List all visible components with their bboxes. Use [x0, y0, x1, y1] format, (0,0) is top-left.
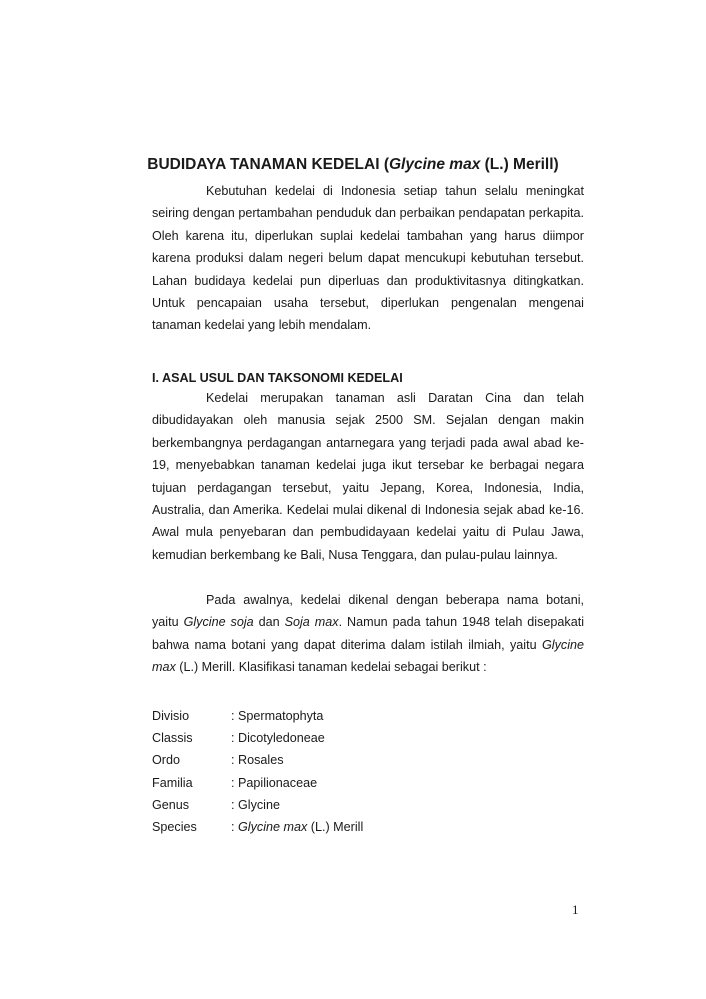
taxonomy-row — [152, 705, 363, 727]
origin-paragraph: Kedelai merupakan tanaman asli Daratan Cina dan telah dibudidayakan oleh manusia sejak 2500 SM. Sejalan dengan makin berkembangnya perdagangan antarnegara yang terjadi pada awal abad ke-19, menyebabkan tanaman kedelai juga ikut tersebar ke berbagai negara tujuan perdagangan tersebut, yaitu Jepang, Korea, Indonesia, India, Australia, dan Amerika. Kedelai mulai dikenal di Indonesia sejak abad ke-16. Awal mula penyebaran dan pembudidayaan kedelai yaitu di Pulau Jawa, kemudian berkembang ke Bali, Nusa Tenggara, dan pulau-pulau lainnya. — [152, 391, 584, 562]
title-prefix: BUDIDAYA TANAMAN KEDELAI ( — [147, 156, 389, 173]
taxonomy-rank: Species — [152, 819, 197, 834]
taxonomy-rank: Divisio — [152, 709, 190, 723]
paragraph-text: Pada awalnya, kedelai dikenal dengan beberapa nama botani, yaitu — [152, 593, 584, 630]
botanical-name: Soja max — [284, 615, 339, 630]
paragraph-text: . Namun pada tahun 1948 telah disepakati bahwa nama botani yang dapat diterima dalam istilah ilmiah, yaitu — [152, 615, 585, 652]
paragraph-text: (L.) Merill. Klasifikasi tanaman kedelai sebagai berikut : — [175, 660, 487, 675]
taxonomy-row — [152, 794, 363, 816]
taxonomy-value: : Dicotyledoneae — [231, 731, 325, 746]
taxonomy-row-species — [152, 816, 363, 838]
taxonomy-rank: Familia — [152, 775, 193, 790]
botanical-name: Glycine soja — [183, 615, 254, 630]
taxonomy-value: : Glycine — [231, 797, 280, 812]
taxonomy-value: : Rosales — [231, 753, 284, 768]
intro-paragraph-block — [152, 180, 584, 337]
page-number: 1 — [572, 902, 579, 917]
title-suffix: (L.) Merill) — [480, 156, 559, 173]
document-title — [0, 156, 706, 174]
taxonomy-row — [152, 772, 363, 794]
paragraph-text: dan — [253, 615, 285, 630]
taxonomy-value: : Spermatophyta — [231, 709, 324, 723]
botanical-names-paragraph — [152, 589, 584, 679]
taxonomy-rank: Genus — [152, 797, 190, 812]
taxonomy-value-suffix: (L.) Merill — [307, 819, 364, 834]
origin-paragraph-block — [152, 387, 584, 566]
taxonomy-row — [152, 749, 363, 771]
taxonomy-rank: Classis — [152, 731, 193, 746]
taxonomy-value: : Papilionaceae — [231, 775, 318, 790]
section-heading: I. ASAL USUL DAN TAKSONOMI KEDELAI — [152, 371, 403, 385]
taxonomy-row — [152, 727, 363, 749]
taxonomy-value-italic: Glycine max — [238, 819, 308, 834]
title-species-italic: Glycine max — [389, 156, 481, 173]
botanical-name: Glycine max — [152, 637, 584, 675]
taxonomy-table — [152, 705, 363, 838]
botanical-names-paragraph-block — [152, 589, 584, 679]
intro-paragraph: Kebutuhan kedelai di Indonesia setiap tahun selalu meningkat seiring dengan pertambahan penduduk dan perbaikan pendapatan perkapita. Oleh karena itu, diperlukan suplai kedelai tambahan yang harus diimpor karena produksi dalam negeri belum dapat mencukupi kebutuhan tersebut. Lahan budidaya kedelai pun diperluas dan produktivitasnya ditingkatkan. Untuk pencapaian usaha tersebut, diperlukan pengenalan mengenai tanaman kedelai yang lebih mendalam. — [152, 184, 584, 333]
taxonomy-value-prefix: : — [231, 819, 238, 834]
taxonomy-rank: Ordo — [152, 753, 180, 768]
